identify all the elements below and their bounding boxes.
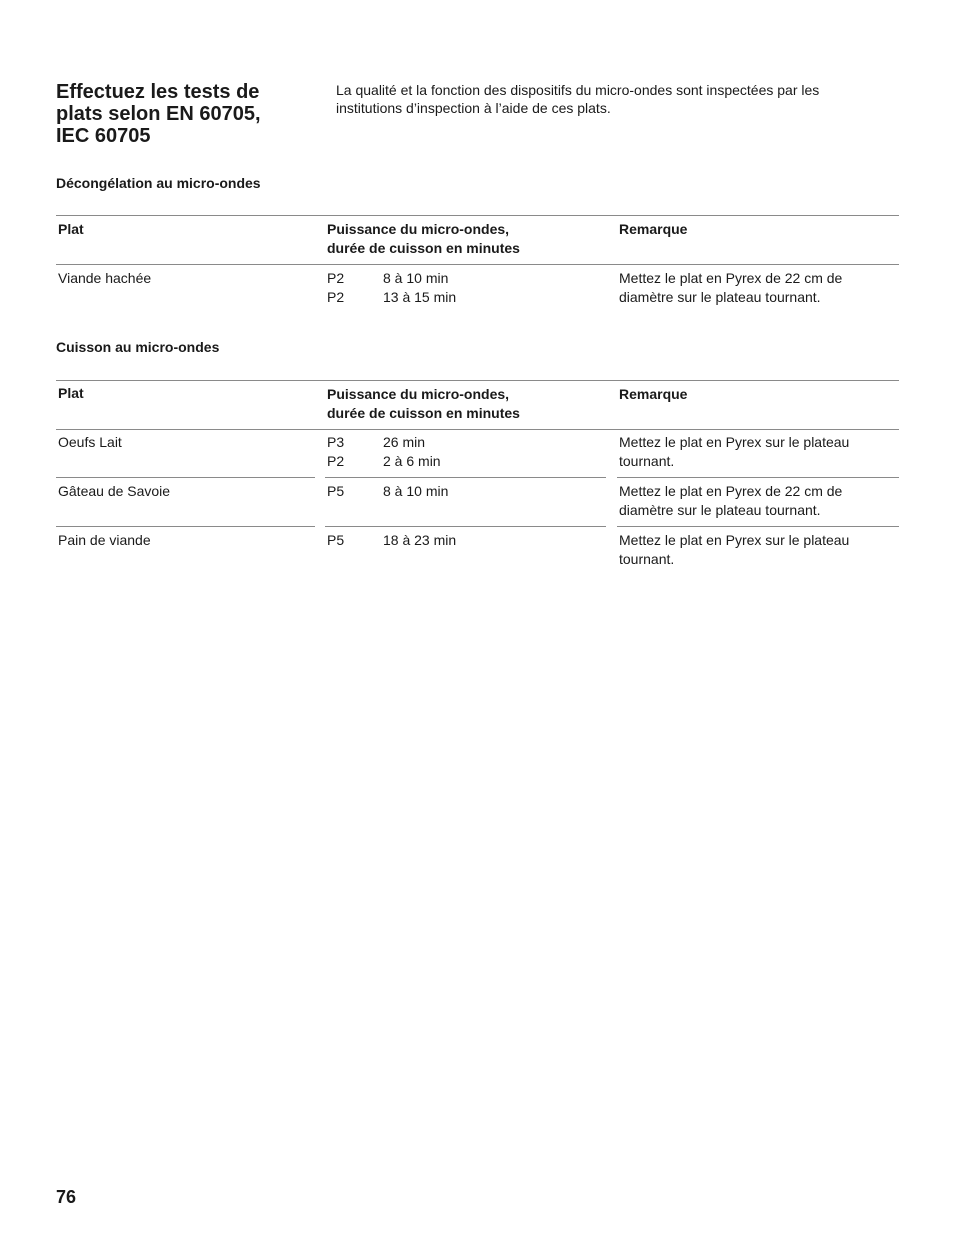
- page-title: Effectuez les tests de plats selon EN 60705, IEC 60705: [56, 81, 261, 147]
- cell-plat: Pain de viande: [58, 532, 151, 548]
- table-cuisson: [56, 380, 899, 580]
- cell-plat: Oeufs Lait: [58, 434, 122, 450]
- row-rule: [56, 526, 315, 527]
- cell-power: P5: [327, 483, 345, 499]
- column-header-remarque: Remarque: [619, 221, 688, 237]
- cell-remark: Mettez le plat en Pyrex de 22 cm de diamètre sur le plateau tournant.: [619, 483, 843, 518]
- table-top-rule: [56, 380, 899, 381]
- cell-power: P2 P2: [327, 270, 345, 305]
- section-heading-cuisson: Cuisson au micro-ondes: [56, 339, 220, 355]
- cell-plat: Viande hachée: [58, 270, 152, 286]
- header-rule: [56, 264, 899, 265]
- cell-duration: 26 min 2 à 6 min: [383, 434, 441, 469]
- header-rule: [56, 429, 899, 430]
- intro-text: La qualité et la fonction des dispositifs du micro-ondes sont inspectées par les institutions d’inspection à l’aide de ces plats.: [336, 82, 820, 116]
- row-rule: [56, 477, 315, 478]
- cell-remark: Mettez le plat en Pyrex sur le plateau tournant.: [619, 434, 850, 469]
- row-rule: [325, 526, 606, 527]
- column-header-plat: Plat: [58, 221, 84, 237]
- row-rule: [325, 477, 606, 478]
- cell-remark: Mettez le plat en Pyrex sur le plateau tournant.: [619, 532, 850, 567]
- cell-power: P5: [327, 532, 345, 548]
- cell-duration: 8 à 10 min: [383, 483, 449, 499]
- section-heading-decongelation: Décongélation au micro-ondes: [56, 175, 261, 191]
- table-decongelation: [56, 215, 899, 307]
- cell-remark: Mettez le plat en Pyrex de 22 cm de diamètre sur le plateau tournant.: [619, 270, 843, 305]
- column-header-puissance: Puissance du micro-ondes, durée de cuisson en minutes: [327, 221, 520, 256]
- column-header-puissance: Puissance du micro-ondes, durée de cuisson en minutes: [327, 386, 520, 421]
- cell-plat: Gâteau de Savoie: [58, 483, 171, 499]
- cell-power: P3 P2: [327, 434, 345, 469]
- page-number: 76: [56, 1187, 77, 1207]
- cell-duration: 8 à 10 min 13 à 15 min: [383, 270, 457, 305]
- row-rule: [617, 526, 899, 527]
- row-rule: [617, 477, 899, 478]
- cell-duration: 18 à 23 min: [383, 532, 457, 548]
- column-header-remarque: Remarque: [619, 386, 688, 402]
- column-header-plat: Plat: [58, 385, 84, 401]
- table-top-rule: [56, 215, 899, 216]
